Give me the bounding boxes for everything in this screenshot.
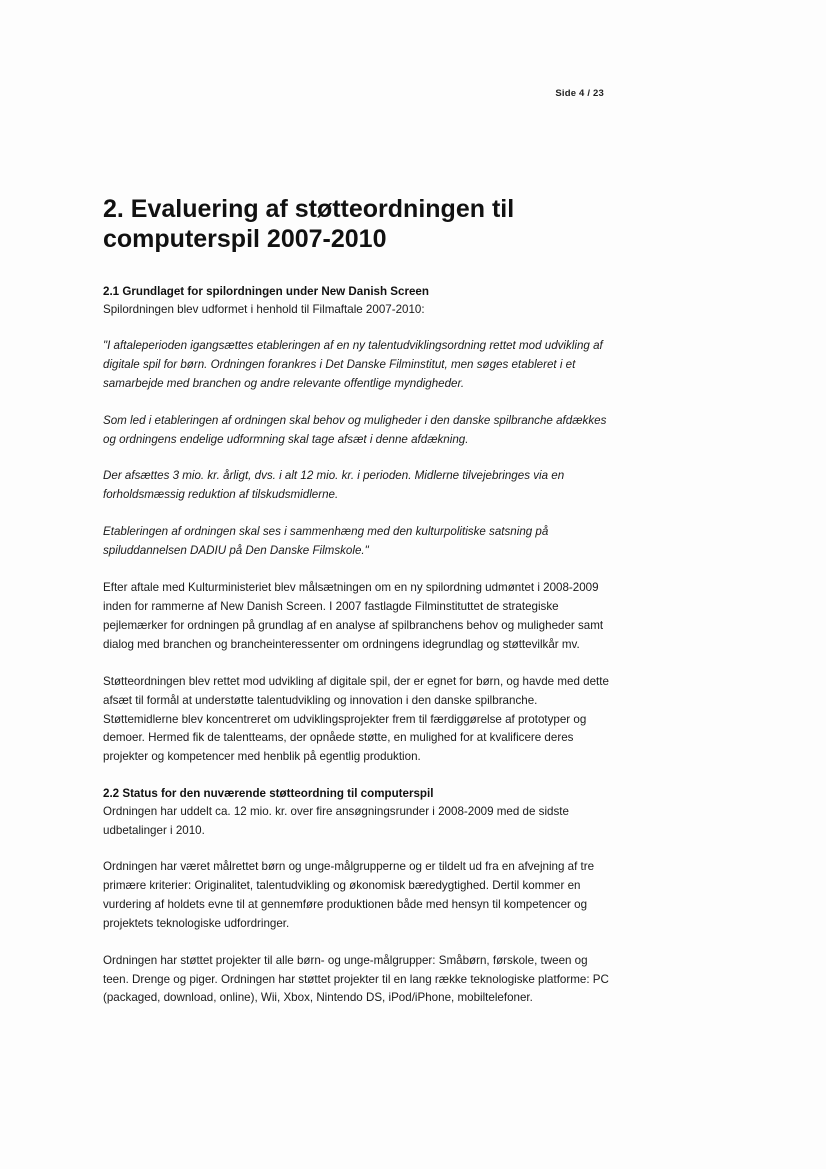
section-intro: Spilordningen blev udformet i henhold til Filmaftale 2007-2010: <box>103 303 425 316</box>
section-heading: 2.2 Status for den nuværende støtteordning til computerspil <box>103 787 434 801</box>
body-paragraph: Ordningen har været målrettet børn og unge-målgrupperne og er tildelt ud fra en afvejning af tre primære kriterier: Originalitet, talentudvikling og økonomisk bæredygtighed. Dertil kommer en vurdering af holdets evne til at gennemføre produktionen både med hensyn til kompetencer og projektets teknologiske udfordringer. <box>103 860 595 930</box>
section-2-2 <box>103 785 613 1008</box>
quote-paragraph: Der afsættes 3 mio. kr. årligt, dvs. i alt 12 mio. kr. i perioden. Midlerne tilvejebringes via en forholdsmæssig reduktion af tilskudsmidlerne. <box>103 469 565 502</box>
page-content <box>103 194 613 1026</box>
body-paragraph: Ordningen har støttet projekter til alle børn- og unge-målgrupper: Småbørn, førskole, tween og teen. Drenge og piger. Ordningen har støttet projekter til en lang række teknologiske platforme: PC (packaged, download, online), Wii, Xbox, Nintendo DS, iPod/iPhone, mobiltelefoner. <box>103 953 609 1005</box>
quote-paragraph: Som led i etableringen af ordningen skal behov og muligheder i den danske spilbranche afdækkes og ordningens endelige udformning skal tage afsæt i denne afdækning. <box>103 413 607 446</box>
section-intro: Ordningen har uddelt ca. 12 mio. kr. over fire ansøgningsrunder i 2008-2009 med de sidste udbetalinger i 2010. <box>103 805 569 838</box>
section-heading: 2.1 Grundlaget for spilordningen under New Danish Screen <box>103 285 429 298</box>
page-title: 2. Evaluering af støtteordningen til computerspil 2007-2010 <box>103 195 515 253</box>
body-paragraph: Støtteordningen blev rettet mod udvikling af digitale spil, der er egnet for børn, og havde med dette afsæt til formål at understøtte talentudvikling og innovation i den danske spilbranche. Støttemidlerne blev koncentreret om udviklingsprojekter frem til færdiggørelse af prototyper og demoer. Hermed fik de talentteams, der opnåede støtte, en mulighed for at kvalificere deres projekter og kompetencer med henblik på egentlig produktion. <box>103 674 609 764</box>
body-paragraph: Efter aftale med Kulturministeriet blev målsætningen om en ny spilordning udmøntet i 2008-2009 inden for rammerne af New Danish Screen. I 2007 fastlagde Filminstituttet de strategiske pejlemærker for ordningen på grundlag af en analyse af spilbranchens behov og muligheder samt dialog med branchen og brancheinteressenter om ordningens idegrundlag og støttevilkår mv. <box>103 581 604 651</box>
section-2-1 <box>103 283 613 767</box>
quote-paragraph: "I aftaleperioden igangsættes etableringen af en ny talentudviklingsordning rettet mod udvikling af digitale spil for børn. Ordningen forankres i Det Danske Filminstitut, men søges etableret i et samarbejde med branchen og andre relevante offentlige myndigheder. <box>103 338 603 390</box>
page-number: Side 4 / 23 <box>555 88 604 99</box>
quote-paragraph: Etableringen af ordningen skal ses i sammenhæng med den kulturpolitiske satsning på spiluddannelsen DADIU på Den Danske Filmskole." <box>103 525 549 558</box>
